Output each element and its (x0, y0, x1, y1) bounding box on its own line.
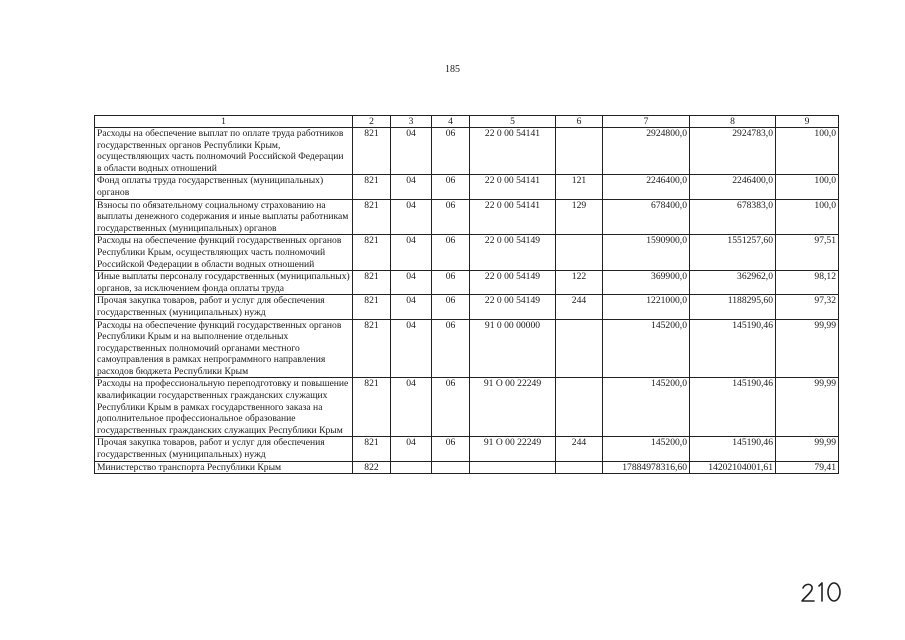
table-row (95, 319, 839, 378)
row-code-subsection: 06 (432, 378, 470, 437)
table-row (95, 235, 839, 271)
row-code-admin: 821 (353, 437, 391, 461)
row-code-subsection: 06 (432, 271, 470, 295)
row-name: Прочая закупка товаров, работ и услуг для обеспечения государственных (муниципальных) нужд (95, 437, 353, 461)
row-planned: 145200,0 (603, 319, 690, 378)
row-executed: 145190,46 (690, 319, 776, 378)
header-col-8: 8 (690, 116, 776, 128)
row-planned: 678400,0 (603, 199, 690, 235)
row-code-target (470, 461, 556, 474)
header-col-3: 3 (391, 116, 432, 128)
row-planned: 2924800,0 (603, 128, 690, 175)
row-name: Расходы на обеспечение выплат по оплате труда работников государственных органов Республики Крым, осуществляющих часть полномочий Российской Федерации в области водных отношений (95, 128, 353, 175)
budget-table (94, 115, 839, 474)
table-row-ministry (95, 461, 839, 474)
row-percent: 97,32 (776, 295, 839, 319)
row-code-target: 22 0 00 54141 (470, 199, 556, 235)
row-code-admin: 821 (353, 175, 391, 199)
row-percent: 100,0 (776, 199, 839, 235)
row-planned: 145200,0 (603, 437, 690, 461)
table-row (95, 199, 839, 235)
row-executed: 2924783,0 (690, 128, 776, 175)
row-code-admin: 821 (353, 271, 391, 295)
row-percent: 100,0 (776, 128, 839, 175)
row-code-section: 04 (391, 128, 432, 175)
row-percent: 79,41 (776, 461, 839, 474)
table-row (95, 128, 839, 175)
row-code-subsection: 06 (432, 437, 470, 461)
row-code-subsection: 06 (432, 128, 470, 175)
row-planned: 17884978316,60 (603, 461, 690, 474)
row-code-admin: 821 (353, 295, 391, 319)
page-number: 185 (445, 64, 460, 75)
row-code-target: 91 О 00 22249 (470, 437, 556, 461)
row-code-section: 04 (391, 175, 432, 199)
row-code-section: 04 (391, 378, 432, 437)
row-code-admin: 821 (353, 128, 391, 175)
table-row (95, 175, 839, 199)
row-code-subsection (432, 461, 470, 474)
row-executed: 1188295,60 (690, 295, 776, 319)
row-planned: 2246400,0 (603, 175, 690, 199)
row-code-section: 04 (391, 199, 432, 235)
row-code-expense-type: 121 (556, 175, 603, 199)
row-executed: 14202104001,61 (690, 461, 776, 474)
table-row (95, 295, 839, 319)
row-executed: 1551257,60 (690, 235, 776, 271)
row-name: Прочая закупка товаров, работ и услуг для обеспечения государственных (муниципальных) нужд (95, 295, 353, 319)
header-col-6: 6 (556, 116, 603, 128)
row-code-expense-type: 122 (556, 271, 603, 295)
row-name: Расходы на профессиональную переподготовку и повышение квалификации государственных гражданских служащих Республики Крым в рамках государственного заказа на дополнительное профессиональное образование государственных гражданских служащих Республики Крым (95, 378, 353, 437)
row-code-target: 91 0 00 00000 (470, 319, 556, 378)
row-code-subsection: 06 (432, 235, 470, 271)
row-percent: 100,0 (776, 175, 839, 199)
header-col-7: 7 (603, 116, 690, 128)
row-code-expense-type: 244 (556, 295, 603, 319)
row-code-expense-type (556, 461, 603, 474)
row-percent: 99,99 (776, 378, 839, 437)
row-planned: 1590900,0 (603, 235, 690, 271)
row-executed: 678383,0 (690, 199, 776, 235)
row-code-expense-type: 129 (556, 199, 603, 235)
row-code-expense-type (556, 319, 603, 378)
row-code-target: 22 0 00 54149 (470, 295, 556, 319)
header-col-2: 2 (353, 116, 391, 128)
row-code-admin: 821 (353, 235, 391, 271)
header-col-5: 5 (470, 116, 556, 128)
row-code-subsection: 06 (432, 175, 470, 199)
header-col-1: 1 (95, 116, 353, 128)
row-executed: 145190,46 (690, 378, 776, 437)
table-row (95, 437, 839, 461)
row-code-admin: 821 (353, 319, 391, 378)
row-code-section (391, 461, 432, 474)
header-col-9: 9 (776, 116, 839, 128)
row-percent: 97,51 (776, 235, 839, 271)
row-name: Фонд оплаты труда государственных (муниципальных) органов (95, 175, 353, 199)
handwritten-page-number (800, 580, 848, 604)
row-code-expense-type (556, 378, 603, 437)
row-percent: 98,12 (776, 271, 839, 295)
row-code-admin: 821 (353, 378, 391, 437)
table-row (95, 378, 839, 437)
row-name: Расходы на обеспечение функций государственных органов Республики Крым и на выполнение отдельных государственных полномочий органами местного самоуправления в рамках непрограммного направления расходов бюджета Республики Крым (95, 319, 353, 378)
header-col-4: 4 (432, 116, 470, 128)
row-code-expense-type: 244 (556, 437, 603, 461)
row-code-section: 04 (391, 437, 432, 461)
row-code-target: 22 0 00 54141 (470, 128, 556, 175)
row-executed: 2246400,0 (690, 175, 776, 199)
row-name: Расходы на обеспечение функций государственных органов Республики Крым, осуществляющих часть полномочий Российской Федерации в области водных отношений (95, 235, 353, 271)
row-code-target: 22 0 00 54149 (470, 235, 556, 271)
row-code-target: 22 0 00 54149 (470, 271, 556, 295)
row-code-subsection: 06 (432, 199, 470, 235)
row-planned: 1221000,0 (603, 295, 690, 319)
row-code-section: 04 (391, 319, 432, 378)
row-planned: 145200,0 (603, 378, 690, 437)
row-executed: 145190,46 (690, 437, 776, 461)
row-code-admin: 821 (353, 199, 391, 235)
row-code-section: 04 (391, 271, 432, 295)
row-code-expense-type (556, 235, 603, 271)
row-planned: 369900,0 (603, 271, 690, 295)
row-code-subsection: 06 (432, 295, 470, 319)
row-code-section: 04 (391, 295, 432, 319)
row-name: Иные выплаты персоналу государственных (муниципальных) органов, за исключением фонда оплаты труда (95, 271, 353, 295)
table-row (95, 271, 839, 295)
row-code-target: 22 0 00 54141 (470, 175, 556, 199)
header-row (95, 116, 839, 128)
row-name: Взносы по обязательному социальному страхованию на выплаты денежного содержания и иные выплаты работникам государственных (муниципальных) органов (95, 199, 353, 235)
row-code-target: 91 О 00 22249 (470, 378, 556, 437)
row-executed: 362962,0 (690, 271, 776, 295)
row-name: Министерство транспорта Республики Крым (95, 461, 353, 474)
row-code-admin: 822 (353, 461, 391, 474)
row-code-expense-type (556, 128, 603, 175)
row-code-subsection: 06 (432, 319, 470, 378)
row-percent: 99,99 (776, 437, 839, 461)
row-code-section: 04 (391, 235, 432, 271)
row-percent: 99,99 (776, 319, 839, 378)
